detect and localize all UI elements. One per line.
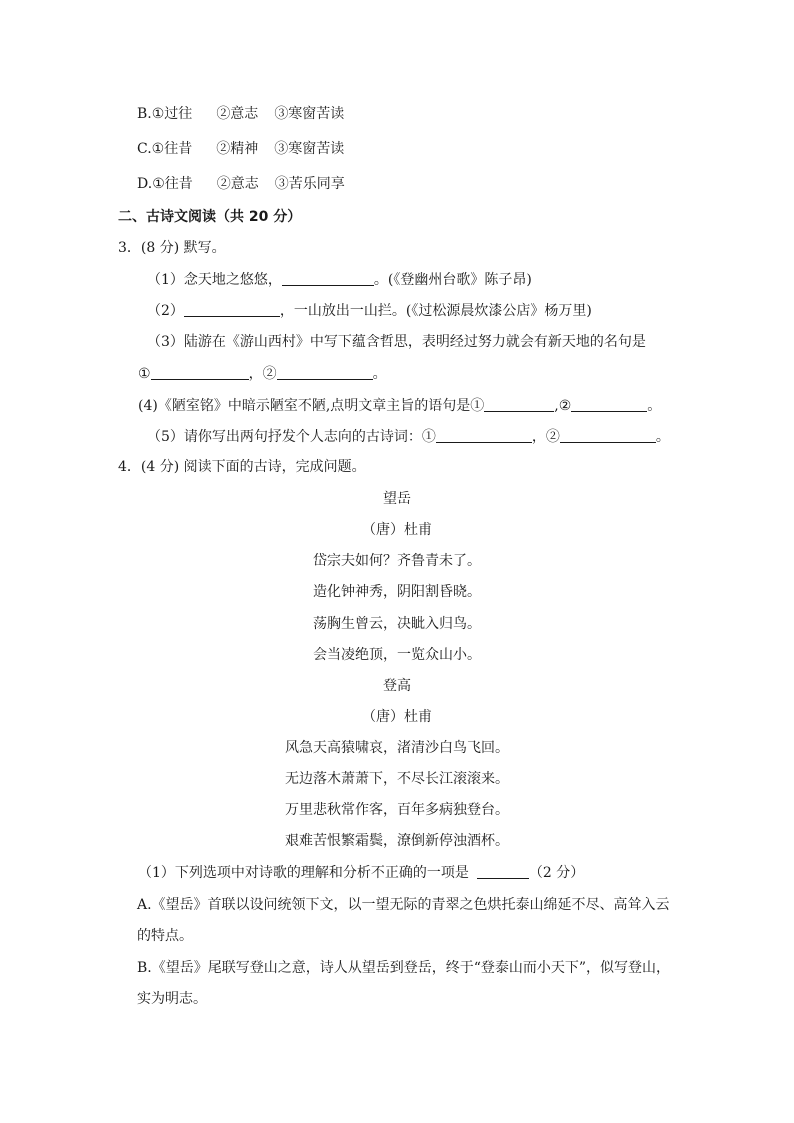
q3-item-3-line-1: （3）陆游在《游山西村》中写下蕴含哲思，表明经过努力就会有新天地的名句是	[147, 334, 646, 350]
answer-blank[interactable]	[484, 397, 554, 412]
poem-1-line: 会当凌绝顶，一览众山小。	[313, 647, 481, 663]
option-a-line-1: A.《望岳》首联以设问统领下文，以一望无际的青翠之色烘托泰山绵延不尽、高耸入云	[137, 897, 670, 913]
answer-blank[interactable]	[151, 365, 249, 380]
option-d	[137, 174, 345, 194]
q4-sub-1	[138, 863, 584, 883]
separator: ，	[248, 366, 263, 382]
q3-item-1	[147, 270, 532, 290]
option-b	[137, 104, 344, 124]
option-a-line-2: 的特点。	[137, 928, 193, 944]
q3-item-4	[138, 396, 661, 416]
option-c	[137, 139, 344, 159]
option-part-1: ①往昔	[151, 141, 193, 157]
option-part-2: ②精神	[216, 141, 259, 157]
circled-number: ①	[138, 366, 151, 382]
separator: ，②	[531, 429, 560, 445]
answer-blank[interactable]	[477, 864, 529, 879]
option-part-1: ①往昔	[152, 176, 193, 192]
option-b-line-2: 实为明志。	[137, 991, 207, 1007]
poem-1-line: 造化钟神秀，阴阳割昏晓。	[313, 584, 481, 600]
option-part-1: ①过往	[151, 106, 193, 122]
answer-blank[interactable]	[277, 365, 373, 380]
q3-item-5	[147, 427, 670, 447]
poem-1-author: （唐）杜甫	[362, 522, 432, 538]
poem-2-line: 无边落木萧萧下，不尽长江滚滚来。	[285, 771, 509, 787]
answer-blank[interactable]	[560, 428, 656, 443]
poem-2-title: 登高	[383, 678, 411, 694]
q4-sub-1-text: （1）下列选项中对诗歌的理解和分析不正确的一项是	[138, 865, 469, 881]
poem-1-title: 望岳	[383, 491, 411, 507]
answer-blank[interactable]	[436, 428, 532, 443]
option-part-2: ②意志	[216, 176, 259, 192]
poem-2-line: 风急天高猿啸哀，渚清沙白鸟飞回。	[285, 740, 509, 756]
q4-sub-1-score: （2 分）	[528, 865, 585, 881]
poem-1-line: 荡胸生曾云，决眦入归鸟。	[313, 616, 481, 632]
option-part-3: ③寒窗苦读	[274, 106, 345, 122]
q3-item-5-text: （5）请你写出两句抒发个人志向的古诗词：①	[147, 429, 436, 445]
period: 。	[647, 398, 662, 414]
period: 。	[372, 366, 387, 382]
option-letter: C.	[137, 141, 152, 157]
q3-item-4-text: (4)《陋室铭》中暗示陋室不陋,点明文章主旨的语句是①	[138, 398, 485, 414]
q3-item-2-label: （2）	[147, 303, 184, 319]
q3-item-2-text: ，一山放出一山拦。(《过松源晨炊漆公店》杨万里)	[279, 303, 592, 319]
poem-1-line: 岱宗夫如何？齐鲁青未了。	[313, 553, 481, 569]
answer-blank[interactable]	[184, 302, 280, 317]
q3-item-3-line-2	[138, 364, 387, 384]
poem-2-author: （唐）杜甫	[362, 709, 432, 725]
circled-number: ②	[262, 366, 277, 382]
poem-2-line: 艰难苦恨繁霜鬓，潦倒新停浊酒杯。	[285, 833, 509, 849]
separator: ,②	[554, 398, 572, 414]
answer-blank[interactable]	[571, 397, 647, 412]
poem-2-line: 万里悲秋常作客，百年多病独登台。	[285, 802, 509, 818]
option-b-line-1: B.《望岳》尾联写登山之意，诗人从望岳到登岳，终于“登泰山而小天下”，似写登山，	[137, 960, 671, 976]
q3-item-2	[147, 301, 592, 321]
question-3-stem: 3．(8 分) 默写。	[118, 240, 226, 256]
option-letter: D.	[137, 176, 153, 192]
answer-blank[interactable]	[282, 271, 374, 286]
option-letter: B.	[137, 106, 152, 122]
period: 。	[655, 429, 670, 445]
q3-item-1-text: （1）念天地之悠悠，	[147, 272, 282, 288]
question-4-stem: 4．(4 分) 阅读下面的古诗，完成问题。	[118, 459, 366, 475]
option-part-3: ③寒窗苦读	[274, 141, 345, 157]
q3-item-1-source: 。(《登幽州台歌》陈子昂)	[373, 272, 532, 288]
option-part-3: ③苦乐同享	[274, 176, 345, 192]
option-part-2: ②意志	[216, 106, 259, 122]
section-heading: 二、古诗文阅读（共 20 分）	[118, 209, 302, 225]
